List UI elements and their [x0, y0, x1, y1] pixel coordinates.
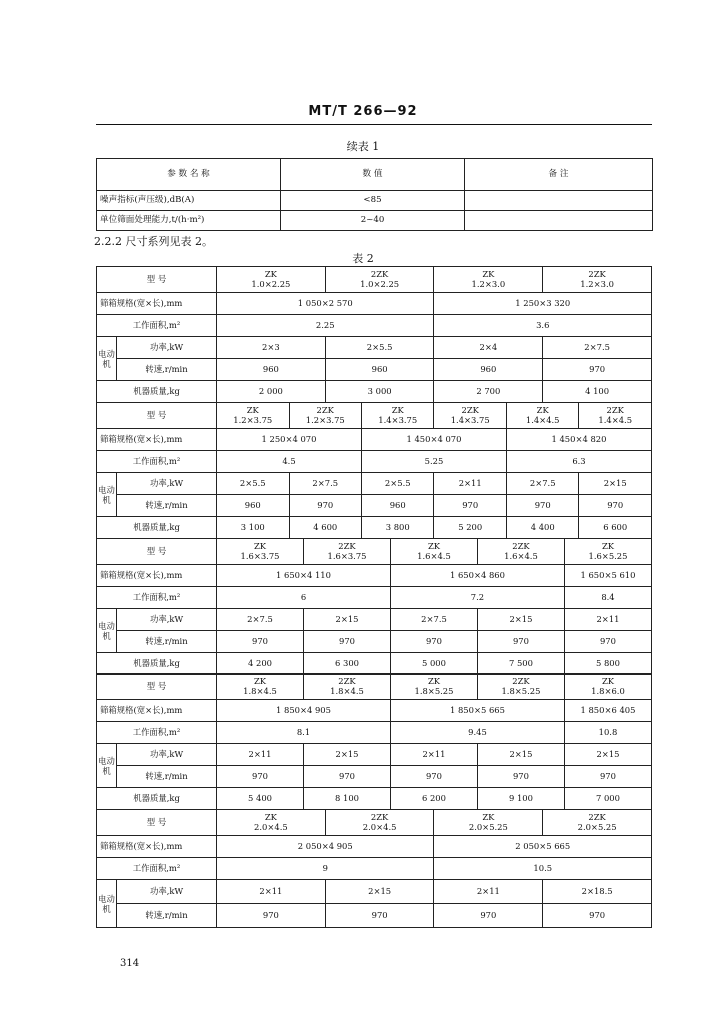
table1-header-name: 参 数 名 称 — [97, 159, 281, 191]
area-cell: 4.5 — [217, 451, 362, 473]
speed-label: 转速,r/min — [117, 766, 217, 788]
speed-cell: 970 — [217, 766, 304, 788]
model-cell: ZK 1.4×3.75 — [361, 403, 433, 429]
speed-cell: 970 — [543, 904, 652, 928]
box-cell: 1 850×4 905 — [217, 700, 391, 722]
area-cell: 9 — [217, 858, 434, 880]
model-cell: 2ZK 1.8×4.5 — [304, 674, 391, 700]
table1-cell: 2~40 — [281, 211, 465, 231]
table1-cell: 单位筛面处理能力,t/(h·m²) — [97, 211, 281, 231]
mass-cell: 4 400 — [506, 517, 578, 539]
mass-cell: 2 000 — [217, 381, 326, 403]
model-cell: 2ZK 1.6×3.75 — [304, 539, 391, 565]
mass-cell: 5 200 — [434, 517, 506, 539]
speed-cell: 970 — [434, 495, 506, 517]
model-cell: ZK 1.6×4.5 — [390, 539, 477, 565]
speed-cell: 960 — [325, 359, 434, 381]
model-label: 型 号 — [97, 674, 217, 700]
mass-label: 机器质量,kg — [97, 381, 217, 403]
speed-cell: 970 — [434, 904, 543, 928]
speed-cell: 970 — [217, 904, 326, 928]
motor-label: 电动机 — [97, 880, 117, 928]
table2-block-5 — [96, 809, 652, 928]
mass-cell: 8 100 — [304, 788, 391, 810]
model-cell: ZK 1.8×6.0 — [564, 674, 651, 700]
motor-label: 电动机 — [97, 337, 117, 381]
area-cell: 3.6 — [434, 315, 652, 337]
speed-cell: 970 — [579, 495, 652, 517]
power-cell: 2×15 — [579, 473, 652, 495]
box-cell: 1 650×4 110 — [217, 565, 391, 587]
table2-block-4 — [96, 673, 652, 810]
mass-cell: 4 200 — [217, 653, 304, 675]
box-cell: 1 650×4 860 — [390, 565, 564, 587]
speed-cell: 970 — [304, 631, 391, 653]
area-label: 工作面积,m² — [97, 587, 217, 609]
header-rule — [96, 124, 652, 125]
power-cell: 2×18.5 — [543, 880, 652, 904]
box-label: 筛箱规格(宽×长),mm — [97, 429, 217, 451]
table2-block-1 — [96, 266, 652, 403]
table1-caption: 续表 1 — [346, 140, 380, 153]
speed-label: 转速,r/min — [117, 631, 217, 653]
speed-cell: 970 — [390, 766, 477, 788]
speed-cell: 970 — [564, 766, 651, 788]
model-cell: ZK 1.4×4.5 — [506, 403, 578, 429]
box-label: 筛箱规格(宽×长),mm — [97, 293, 217, 315]
power-cell: 2×7.5 — [289, 473, 361, 495]
table2-caption: 表 2 — [352, 252, 374, 265]
model-cell: 2ZK 1.2×3.75 — [289, 403, 361, 429]
mass-cell: 4 600 — [289, 517, 361, 539]
power-cell: 2×15 — [477, 744, 564, 766]
model-cell: ZK 1.0×2.25 — [217, 267, 326, 293]
power-cell: 2×11 — [564, 609, 651, 631]
model-cell: 2ZK 1.2×3.0 — [543, 267, 652, 293]
model-label: 型 号 — [97, 267, 217, 293]
power-cell: 2×15 — [325, 880, 434, 904]
speed-cell: 970 — [289, 495, 361, 517]
clause-2-2-2: 2.2.2 尺寸系列见表 2。 — [94, 235, 213, 248]
mass-label: 机器质量,kg — [97, 788, 217, 810]
speed-cell: 960 — [217, 495, 289, 517]
speed-cell: 970 — [564, 631, 651, 653]
power-cell: 2×15 — [304, 744, 391, 766]
speed-cell: 960 — [434, 359, 543, 381]
motor-label: 电动机 — [97, 744, 117, 788]
power-cell: 2×15 — [304, 609, 391, 631]
mass-cell: 6 200 — [390, 788, 477, 810]
model-cell: 2ZK 1.0×2.25 — [325, 267, 434, 293]
area-cell: 6 — [217, 587, 391, 609]
model-label: 型 号 — [97, 403, 217, 429]
table1-cell: 噪声指标(声压级),dB(A) — [97, 191, 281, 211]
box-cell: 1 450×4 820 — [506, 429, 651, 451]
power-cell: 2×3 — [217, 337, 326, 359]
power-cell: 2×4 — [434, 337, 543, 359]
speed-cell: 960 — [217, 359, 326, 381]
motor-label: 电动机 — [97, 473, 117, 517]
box-cell: 1 850×5 665 — [390, 700, 564, 722]
table1-cell: <85 — [281, 191, 465, 211]
mass-cell: 5 800 — [564, 653, 651, 675]
mass-label: 机器质量,kg — [97, 653, 217, 675]
area-cell: 9.45 — [390, 722, 564, 744]
area-label: 工作面积,m² — [97, 858, 217, 880]
power-label: 功率,kW — [117, 609, 217, 631]
speed-cell: 970 — [325, 904, 434, 928]
speed-cell: 970 — [543, 359, 652, 381]
model-label: 型 号 — [97, 810, 217, 836]
mass-cell: 3 800 — [361, 517, 433, 539]
table2-block-3 — [96, 538, 652, 675]
speed-cell: 970 — [304, 766, 391, 788]
mass-cell: 7 500 — [477, 653, 564, 675]
speed-cell: 970 — [390, 631, 477, 653]
table2-block-2 — [96, 402, 652, 539]
power-label: 功率,kW — [117, 744, 217, 766]
box-cell: 2 050×5 665 — [434, 836, 652, 858]
model-cell: 2ZK 1.4×3.75 — [434, 403, 506, 429]
model-cell: ZK 2.0×4.5 — [217, 810, 326, 836]
mass-cell: 3 100 — [217, 517, 289, 539]
power-cell: 2×11 — [217, 744, 304, 766]
power-label: 功率,kW — [117, 337, 217, 359]
power-cell: 2×11 — [434, 473, 506, 495]
speed-cell: 970 — [477, 631, 564, 653]
model-cell: 2ZK 1.4×4.5 — [579, 403, 652, 429]
area-label: 工作面积,m² — [97, 315, 217, 337]
speed-cell: 960 — [361, 495, 433, 517]
speed-cell: 970 — [506, 495, 578, 517]
power-cell: 2×11 — [217, 880, 326, 904]
box-cell: 1 250×3 320 — [434, 293, 652, 315]
speed-cell: 970 — [217, 631, 304, 653]
mass-cell: 5 000 — [390, 653, 477, 675]
power-cell: 2×11 — [434, 880, 543, 904]
model-cell: ZK 1.2×3.0 — [434, 267, 543, 293]
motor-label: 电动机 — [97, 609, 117, 653]
area-cell: 10.5 — [434, 858, 652, 880]
model-cell: ZK 1.8×4.5 — [217, 674, 304, 700]
box-label: 筛箱规格(宽×长),mm — [97, 565, 217, 587]
power-cell: 2×15 — [564, 744, 651, 766]
power-cell: 2×5.5 — [361, 473, 433, 495]
mass-cell: 6 300 — [304, 653, 391, 675]
model-cell: ZK 1.6×3.75 — [217, 539, 304, 565]
power-cell: 2×5.5 — [325, 337, 434, 359]
table1-header-note: 备 注 — [465, 159, 653, 191]
model-label: 型 号 — [97, 539, 217, 565]
model-cell: ZK 1.8×5.25 — [390, 674, 477, 700]
page-number: 314 — [120, 958, 140, 969]
mass-cell: 2 700 — [434, 381, 543, 403]
model-cell: 2ZK 2.0×4.5 — [325, 810, 434, 836]
area-cell: 8.1 — [217, 722, 391, 744]
mass-cell: 3 000 — [325, 381, 434, 403]
mass-cell: 6 600 — [579, 517, 652, 539]
speed-cell: 970 — [477, 766, 564, 788]
area-cell: 8.4 — [564, 587, 651, 609]
standard-header: MT/T 266—92 — [308, 104, 418, 119]
speed-label: 转速,r/min — [117, 904, 217, 928]
box-label: 筛箱规格(宽×长),mm — [97, 700, 217, 722]
power-label: 功率,kW — [117, 880, 217, 904]
power-label: 功率,kW — [117, 473, 217, 495]
area-cell: 7.2 — [390, 587, 564, 609]
area-label: 工作面积,m² — [97, 722, 217, 744]
power-cell: 2×11 — [390, 744, 477, 766]
area-cell: 2.25 — [217, 315, 434, 337]
model-cell: 2ZK 1.8×5.25 — [477, 674, 564, 700]
table1-header-value: 数 值 — [281, 159, 465, 191]
mass-label: 机器质量,kg — [97, 517, 217, 539]
box-cell: 1 050×2 570 — [217, 293, 434, 315]
mass-cell: 5 400 — [217, 788, 304, 810]
power-cell: 2×15 — [477, 609, 564, 631]
mass-cell: 9 100 — [477, 788, 564, 810]
speed-label: 转速,r/min — [117, 359, 217, 381]
model-cell: 2ZK 2.0×5.25 — [543, 810, 652, 836]
power-cell: 2×7.5 — [506, 473, 578, 495]
area-label: 工作面积,m² — [97, 451, 217, 473]
area-cell: 10.8 — [564, 722, 651, 744]
table1 — [96, 158, 653, 231]
power-cell: 2×7.5 — [390, 609, 477, 631]
mass-cell: 4 100 — [543, 381, 652, 403]
table1-cell — [465, 191, 653, 211]
mass-cell: 7 000 — [564, 788, 651, 810]
model-cell: ZK 2.0×5.25 — [434, 810, 543, 836]
box-cell: 1 650×5 610 — [564, 565, 651, 587]
power-cell: 2×7.5 — [217, 609, 304, 631]
area-cell: 5.25 — [361, 451, 506, 473]
box-cell: 1 450×4 070 — [361, 429, 506, 451]
box-cell: 2 050×4 905 — [217, 836, 434, 858]
model-cell: ZK 1.2×3.75 — [217, 403, 289, 429]
box-label: 筛箱规格(宽×长),mm — [97, 836, 217, 858]
area-cell: 6.3 — [506, 451, 651, 473]
speed-label: 转速,r/min — [117, 495, 217, 517]
box-cell: 1 850×6 405 — [564, 700, 651, 722]
table1-cell — [465, 211, 653, 231]
box-cell: 1 250×4 070 — [217, 429, 362, 451]
model-cell: ZK 1.6×5.25 — [564, 539, 651, 565]
power-cell: 2×5.5 — [217, 473, 289, 495]
model-cell: 2ZK 1.6×4.5 — [477, 539, 564, 565]
power-cell: 2×7.5 — [543, 337, 652, 359]
